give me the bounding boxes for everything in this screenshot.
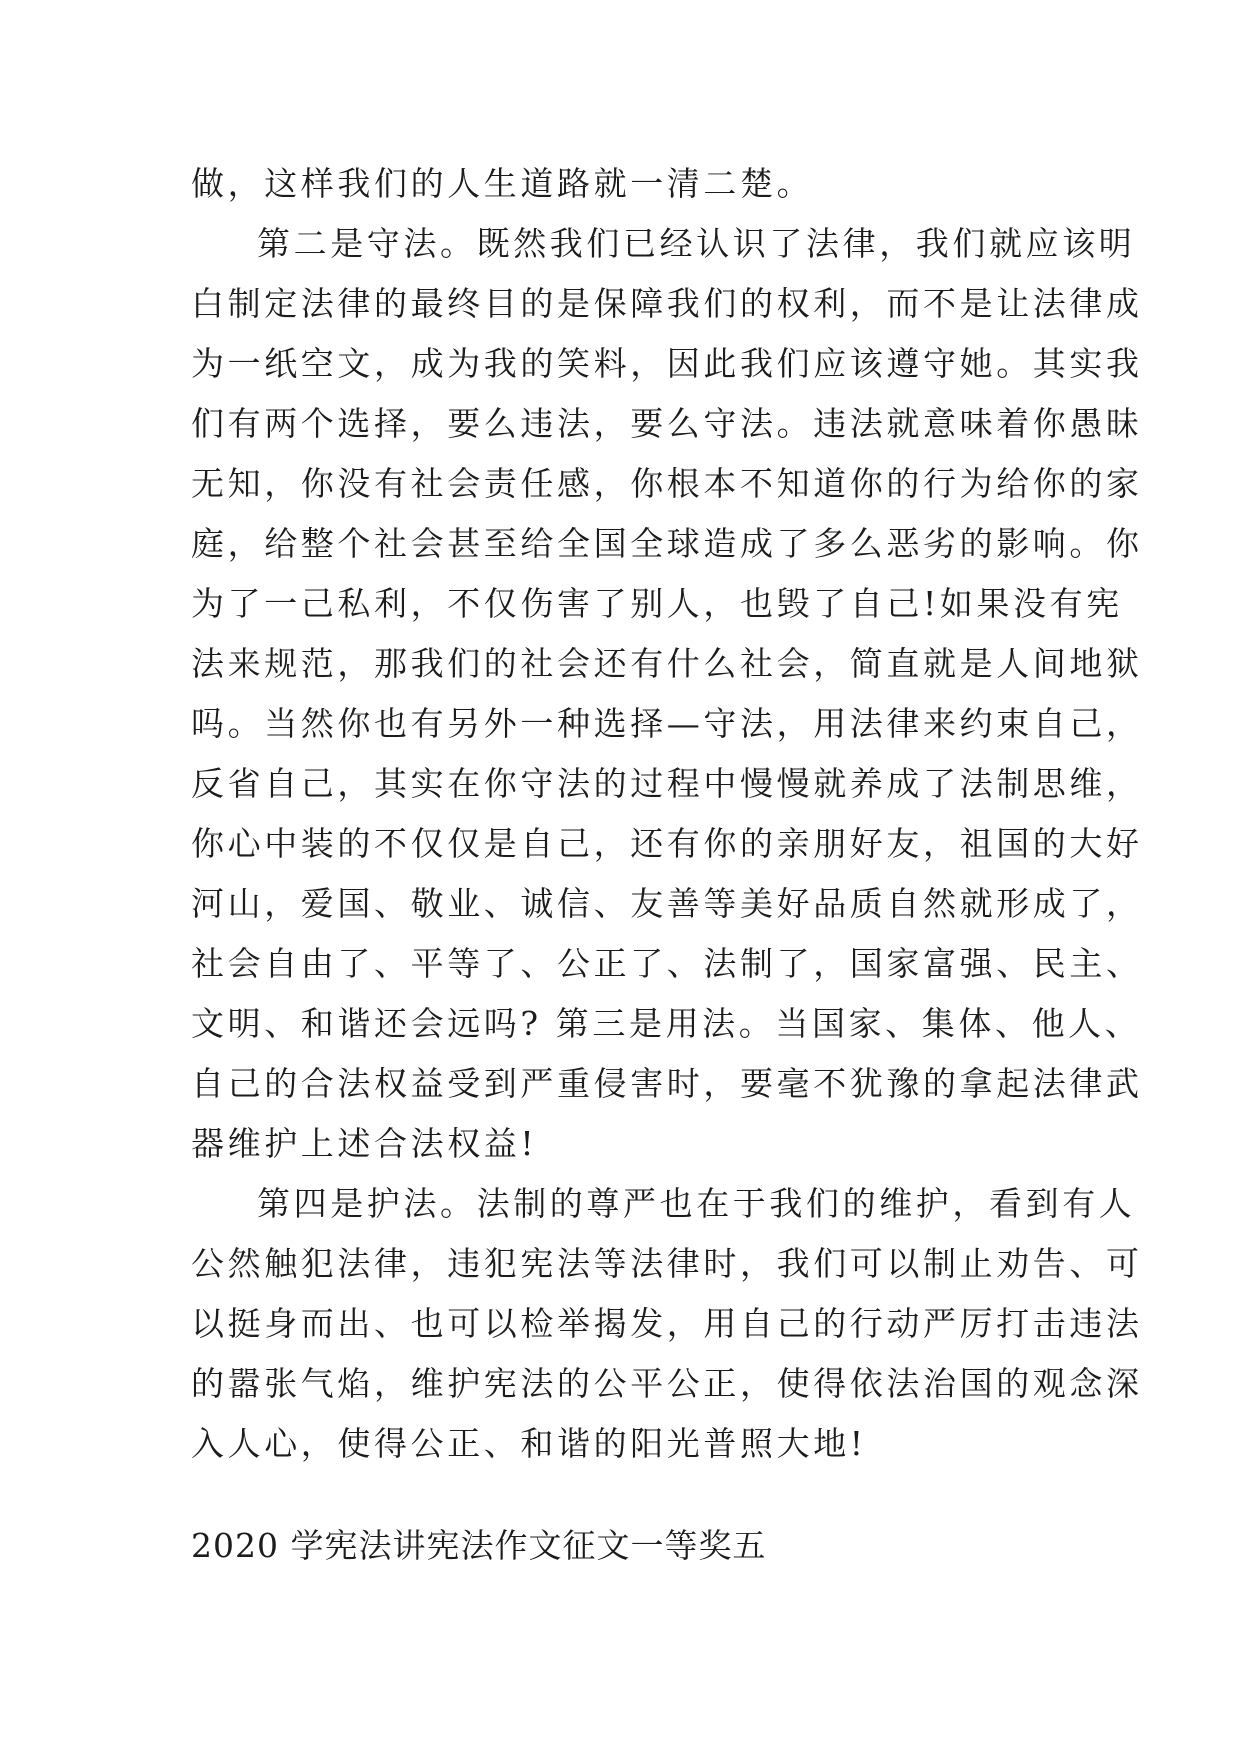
text-line: 器维护上述合法权益! bbox=[191, 1124, 538, 1163]
paragraph-first-line: 第四是护法。法制的尊严也在于我们的维护，看到有人 bbox=[257, 1184, 1136, 1223]
text-line: 文明、和谐还会远吗? 第三是用法。当国家、集体、他人、 bbox=[191, 1004, 1142, 1043]
text-line: 反省自己，其实在你守法的过程中慢慢就养成了法制思维， bbox=[191, 764, 1143, 803]
text-line: 的嚣张气焰，维护宪法的公平公正，使得依法治国的观念深 bbox=[191, 1364, 1143, 1403]
section-heading: 2020 学宪法讲宪法作文征文一等奖五 bbox=[191, 1526, 767, 1565]
text-line: 无知，你没有社会责任感，你根本不知道你的行为给你的家 bbox=[191, 464, 1143, 503]
text-line: 你心中装的不仅仅是自己，还有你的亲朋好友，祖国的大好 bbox=[191, 824, 1143, 863]
text-line: 为了一己私利，不仅伤害了别人，也毁了自己!如果没有宪 bbox=[191, 584, 1123, 623]
text-line: 公然触犯法律，违犯宪法等法律时，我们可以制止劝告、可 bbox=[191, 1244, 1143, 1283]
text-line: 做，这样我们的人生道路就一清二楚。 bbox=[191, 164, 814, 203]
text-line: 入人心，使得公正、和谐的阳光普照大地! bbox=[191, 1424, 867, 1463]
text-line: 为一纸空文，成为我的笑料，因此我们应该遵守她。其实我 bbox=[191, 344, 1143, 383]
text-line: 白制定法律的最终目的是保障我们的权利，而不是让法律成 bbox=[191, 284, 1143, 323]
text-line: 自己的合法权益受到严重侵害时，要毫不犹豫的拿起法律武 bbox=[191, 1064, 1143, 1103]
text-line: 以挺身而出、也可以检举揭发，用自己的行动严厉打击违法 bbox=[191, 1304, 1143, 1343]
paragraph-first-line: 第二是守法。既然我们已经认识了法律，我们就应该明 bbox=[257, 224, 1136, 263]
text-line: 庭，给整个社会甚至给全国全球造成了多么恶劣的影响。你 bbox=[191, 524, 1143, 563]
text-line: 社会自由了、平等了、公正了、法制了，国家富强、民主、 bbox=[191, 944, 1143, 983]
text-line: 们有两个选择，要么违法，要么守法。违法就意味着你愚昧 bbox=[191, 404, 1143, 443]
text-line: 河山，爱国、敬业、诚信、友善等美好品质自然就形成了， bbox=[191, 884, 1143, 923]
text-line: 吗。当然你也有另外一种选择—守法，用法律来约束自己， bbox=[191, 704, 1143, 743]
text-line: 法来规范，那我们的社会还有什么社会，简直就是人间地狱 bbox=[191, 644, 1143, 683]
